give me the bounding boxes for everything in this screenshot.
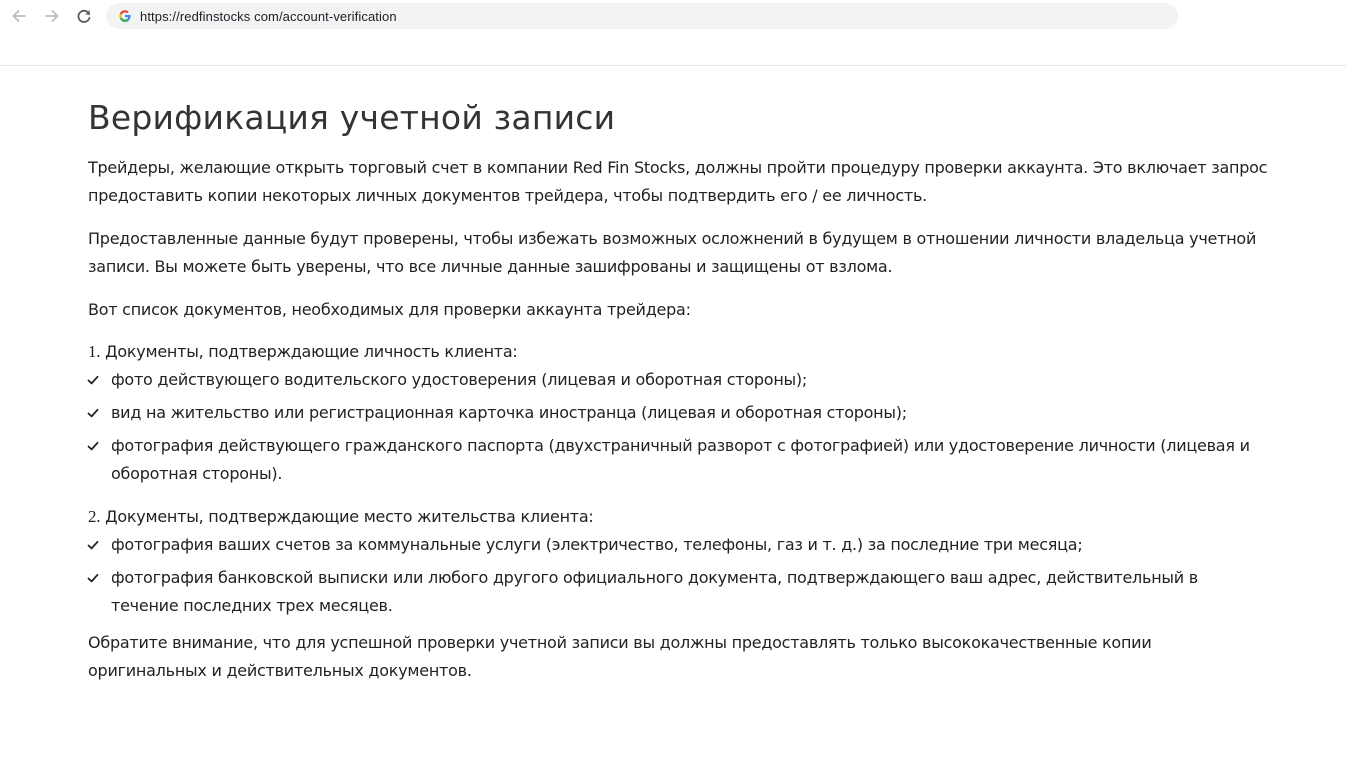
list-item-text: вид на жительство или регистрационная карточка иностранца (лицевая и оборотная стороны); [111, 403, 907, 422]
documents-list-intro: Вот список документов, необходимых для проверки аккаунта трейдера: [88, 300, 691, 319]
arrow-left-icon [10, 7, 28, 25]
list-item [88, 432, 1268, 488]
section-title-text: Документы, подтверждающие личность клиента: [100, 342, 518, 361]
forward-button[interactable] [41, 5, 63, 27]
list-item [88, 531, 1268, 559]
address-bar[interactable] [106, 3, 1178, 29]
final-note-paragraph: Обратите внимание, что для успешной проверки учетной записи вы должны предоставлять только высококачественные копии оригинальных и действительных документов. [88, 633, 1152, 680]
url-text[interactable]: https://redfinstocks com/account-verification [140, 8, 397, 24]
section-number: 2. [88, 507, 101, 526]
checkmark-icon [86, 538, 100, 552]
section-residence-title [88, 503, 1268, 531]
browser-toolbar [0, 0, 1346, 33]
section-identity-title [88, 338, 1268, 366]
residence-documents-list [88, 531, 1268, 620]
back-button[interactable] [8, 5, 30, 27]
intro-paragraph: Трейдеры, желающие открыть торговый счет в компании Red Fin Stocks, должны пройти процедуру проверки аккаунта. Это включает запрос предоставить копии некоторых личных документов трейдера, чтобы подтвердить его / ее личность. [88, 158, 1268, 205]
list-item-text: фотография ваших счетов за коммунальные услуги (электричество, телефоны, газ и т. д.) за последние три месяца; [111, 535, 1083, 554]
reload-button[interactable] [73, 5, 95, 27]
identity-documents-list [88, 366, 1268, 488]
section-number: 1. [88, 342, 101, 361]
list-item [88, 564, 1268, 620]
reload-icon [75, 7, 93, 25]
list-item-text: фотография банковской выписки или любого другого официального документа, подтверждающего ваш адрес, действительный в течение последних трех месяцев. [111, 568, 1198, 615]
google-g-icon [118, 9, 132, 23]
article [88, 96, 1268, 685]
page-title: Верификация учетной записи [88, 98, 616, 137]
list-item-text: фотография действующего гражданского паспорта (двухстраничный разворот с фотографией) или удостоверение личности (лицевая и оборотная стороны). [111, 436, 1250, 483]
checkmark-icon [86, 571, 100, 585]
checkmark-icon [86, 439, 100, 453]
security-paragraph: Предоставленные данные будут проверены, чтобы избежать возможных осложнений в будущем в отношении личности владельца учетной записи. Вы можете быть уверены, что все личные данные зашифрованы и защищены от взлома. [88, 229, 1257, 276]
section-title-text: Документы, подтверждающие место жительства клиента: [100, 507, 594, 526]
toolbar-divider [0, 65, 1346, 66]
list-item [88, 399, 1268, 427]
checkmark-icon [86, 373, 100, 387]
list-item [88, 366, 1268, 394]
list-item-text: фото действующего водительского удостоверения (лицевая и оборотная стороны); [111, 370, 808, 389]
checkmark-icon [86, 406, 100, 420]
arrow-right-icon [43, 7, 61, 25]
